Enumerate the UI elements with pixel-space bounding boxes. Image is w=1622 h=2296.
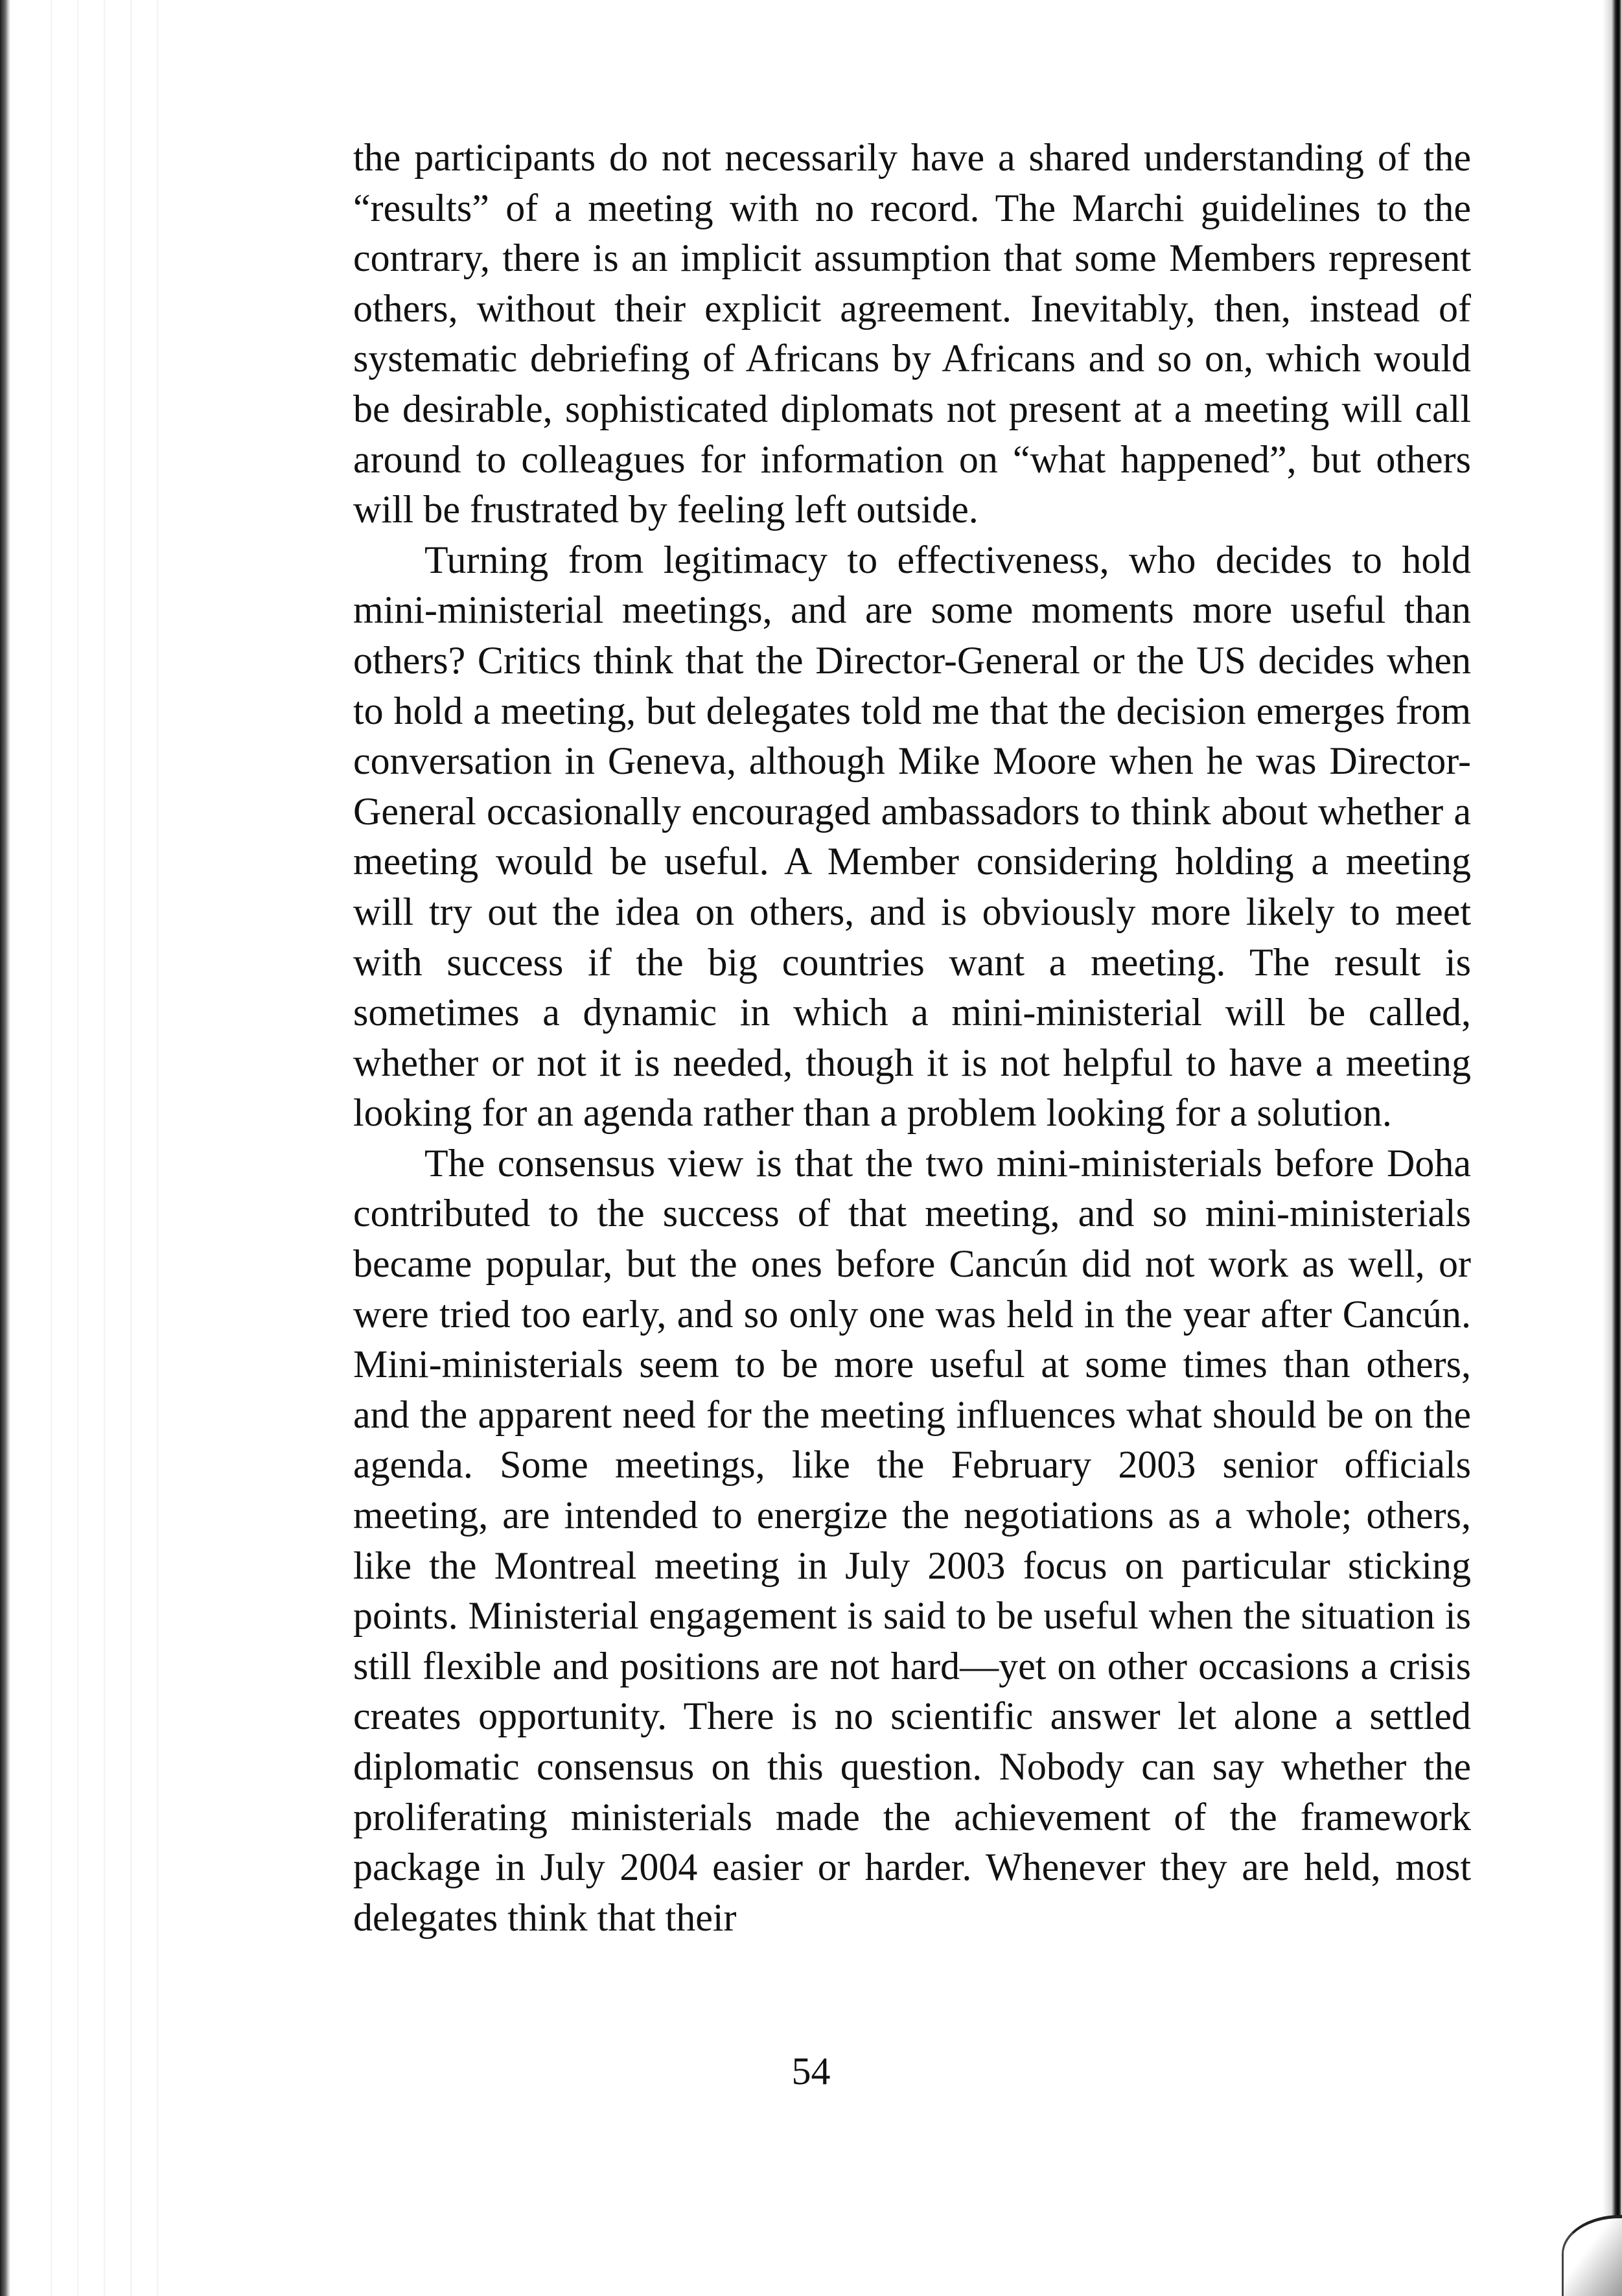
scan-left-shadow: [26, 0, 175, 2296]
page-number: 54: [791, 2050, 831, 2093]
paragraph-2: Turning from legitimacy to effectiveness, who decides to hold mini-ministerial meetings, and are some moments more useful than others? Critics think that the Director-General or the US decides when to hold a meeting, but delegates told me that the decision emerges from conversation in Geneva, although Mike Moore when he was Director-General occasionally encouraged ambassadors to think about whether a meeting would be useful. A Member considering holding a meeting will try out the idea on others, and is obviously more likely to meet with success if the big countries want a meeting. The result is sometimes a dynamic in which a mini-ministerial will be called, whether or not it is needed, though it is not helpful to have a meeting looking for an agenda rather than a problem looking for a solution.: [353, 538, 1471, 1135]
scan-left-edge: [0, 0, 10, 2296]
body-text: [353, 133, 1471, 1943]
scan-right-edge: [1603, 0, 1622, 2296]
paragraph-3: The consensus view is that the two mini-ministerials before Doha contributed to the success of that meeting, and so mini-ministerials became popular, but the ones before Cancún did not work as well, or were tried too early, and so only one was held in the year after Cancún. Mini-ministerials seem to be more useful at some times than others, and the apparent need for the meeting influences what should be on the agenda. Some meetings, like the February 2003 senior officials meeting, are intended to energize the negotiations as a whole; others, like the Montreal meeting in July 2003 focus on particular sticking points. Ministerial engagement is said to be useful when the situation is still flexible and positions are not hard—yet on other occasions a crisis creates opportunity. There is no scientific answer let alone a settled diplomatic consensus on this question. Nobody can say whether the proliferating ministerials made the achievement of the framework package in July 2004 easier or harder. Whenever they are held, most delegates think that their: [353, 1141, 1471, 1939]
paragraph-1: the participants do not necessarily have a shared understanding of the “results” of a meeting with no record. The Marchi guidelines to the contrary, there is an implicit assumption that some Members represent others, without their explicit agreement. Inevitably, then, instead of systematic debriefing of Africans by Africans and so on, which would be desirable, sophisticated diplomats not present at a meeting will call around to colleagues for information on “what happened”, but others will be frustrated by feeling left outside.: [353, 136, 1471, 531]
page-curl: [1562, 2215, 1622, 2296]
